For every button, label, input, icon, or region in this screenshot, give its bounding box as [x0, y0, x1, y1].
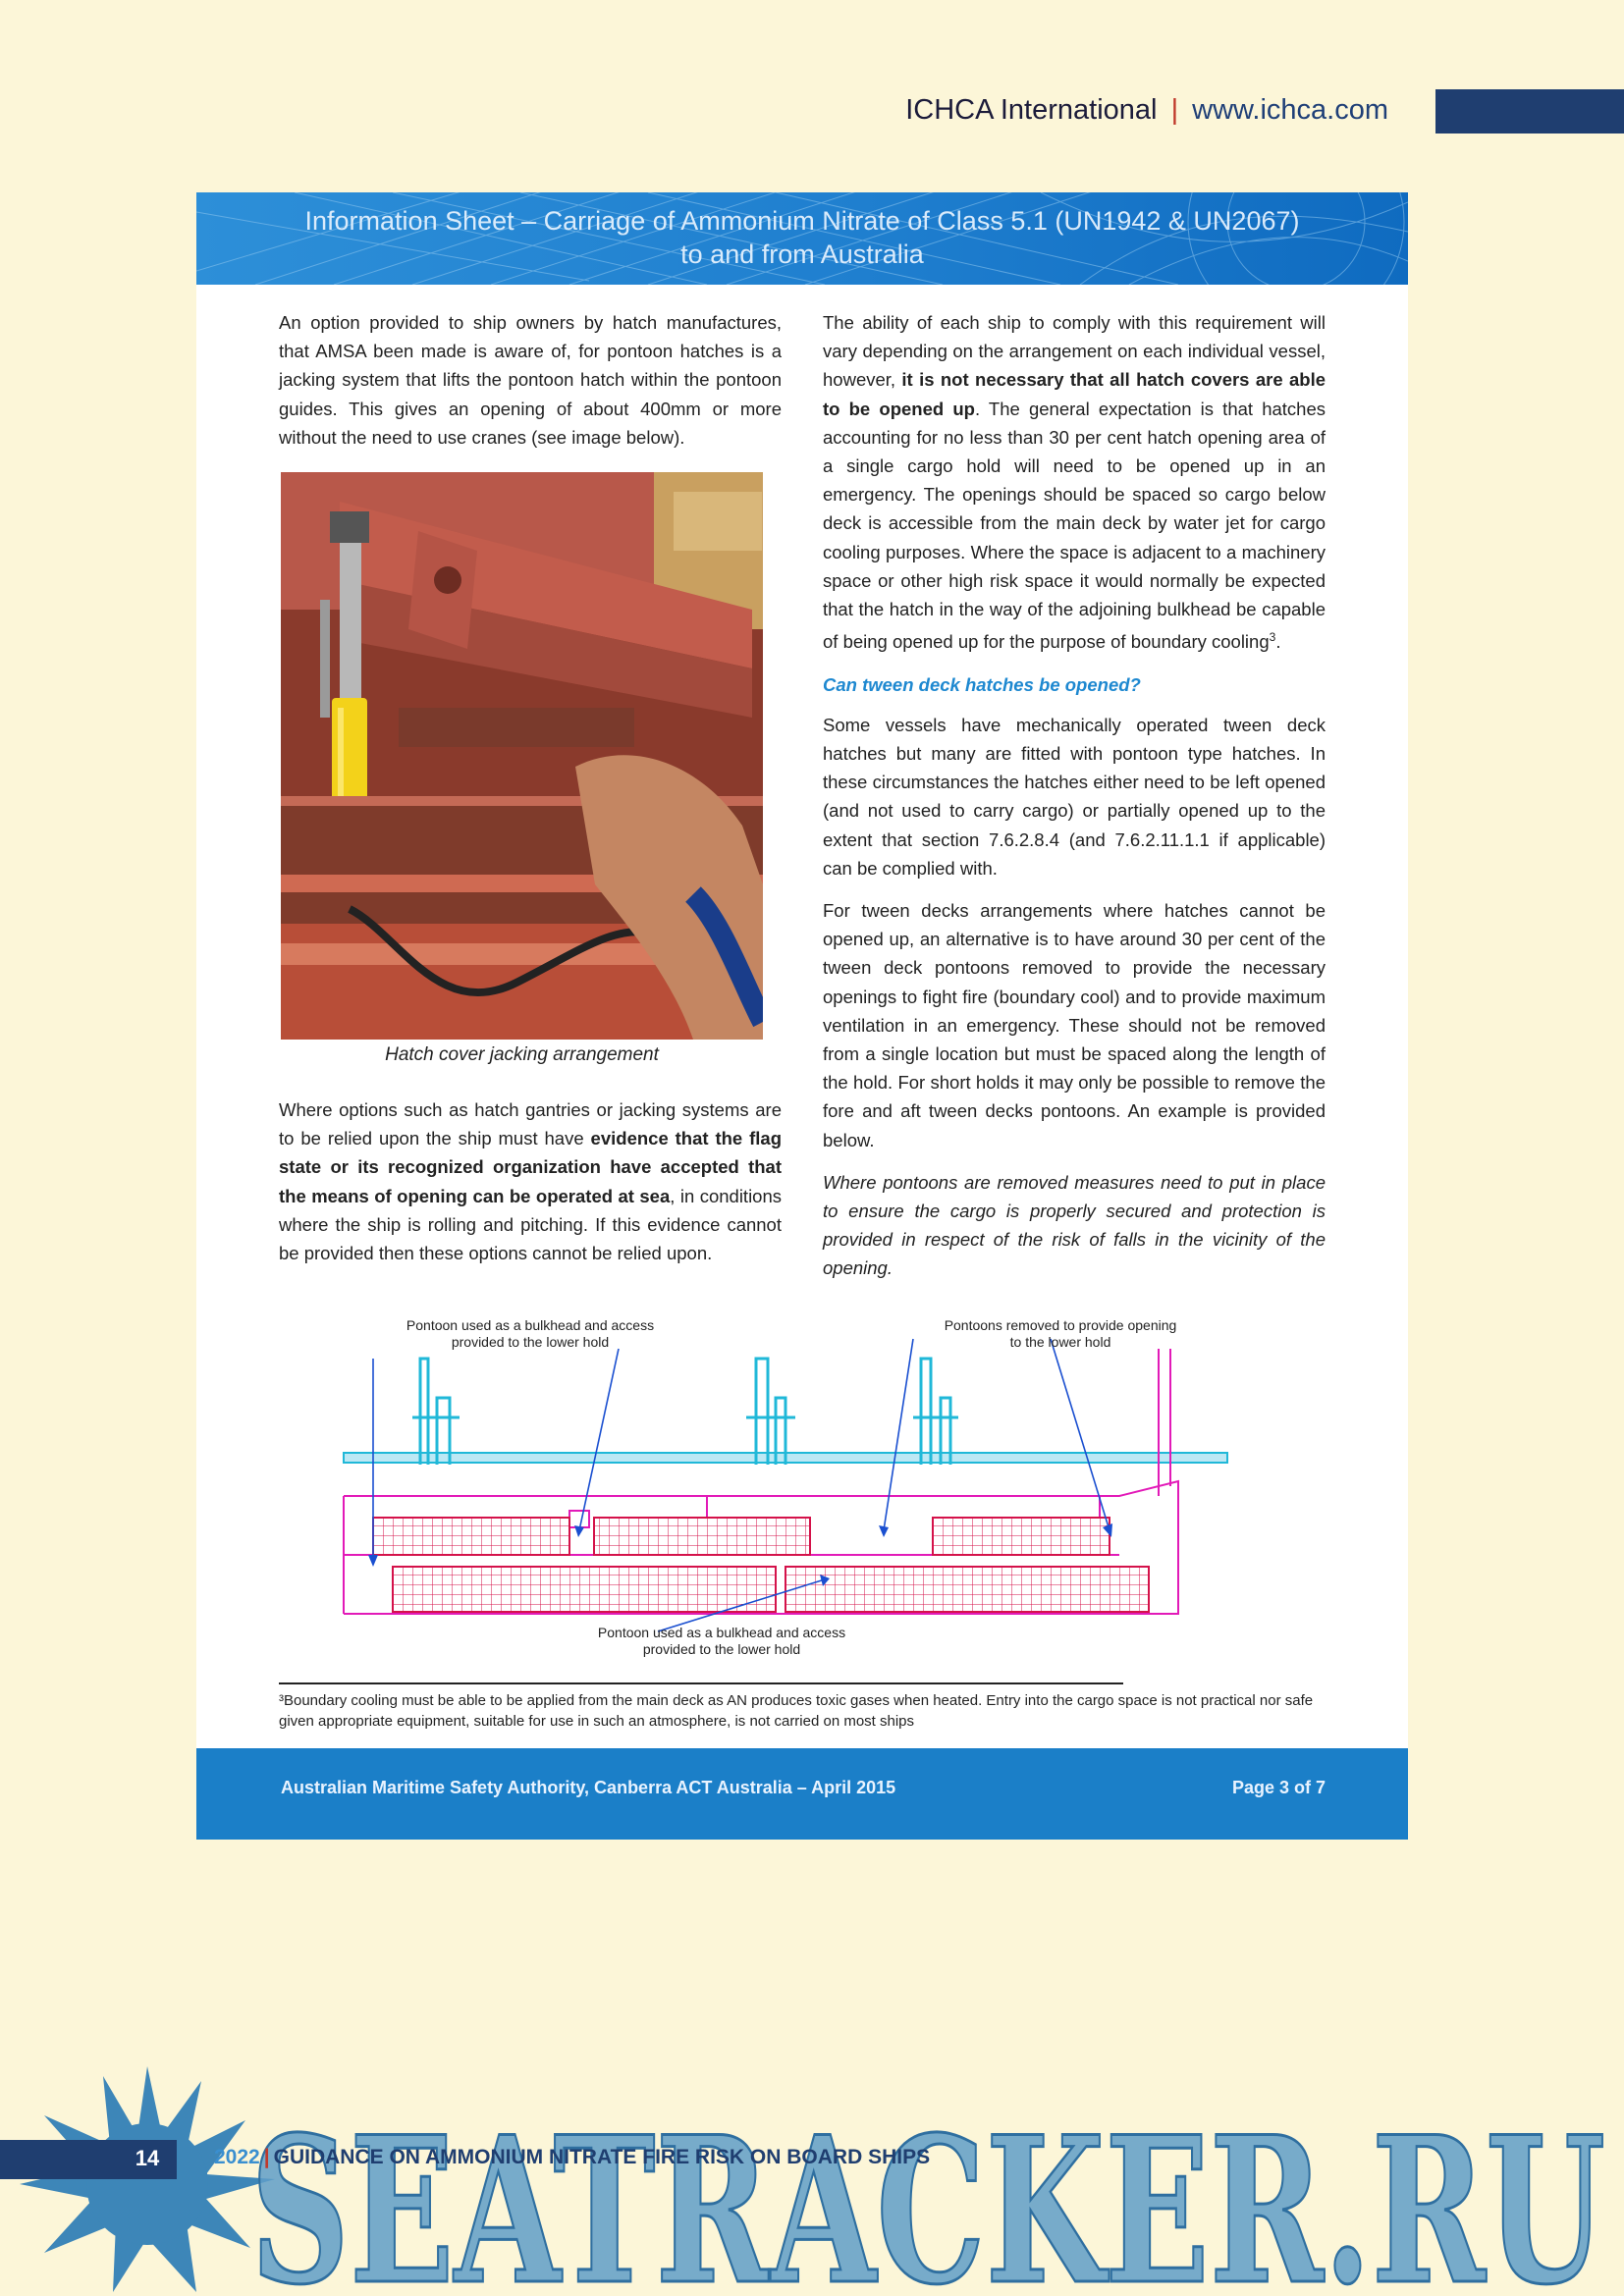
- sheet-title: [196, 204, 1408, 271]
- footer-year: 2022: [214, 2146, 260, 2168]
- header-org: ICHCA International: [905, 94, 1158, 126]
- diagram-label-left: Pontoon used as a bulkhead and access provided to the lower hold: [406, 1317, 655, 1350]
- right-paragraph-2: Some vessels have mechanically operated tween deck hatches but many are fitted with pontoon type hatches. In these circumstances the hatches either need to be left opened (and not used to carry cargo) or partially opened up to the extent that section 7.6.2.8.4 (and 7.6.2.11.1.1 if applicable) can be complied with.: [823, 714, 1326, 879]
- left-paragraph-2: [279, 1095, 782, 1267]
- information-sheet: [196, 192, 1408, 1840]
- left-para2-text-b: , in conditions where the ship is rolling and pitching. If this evidence cannot be provided then these options cannot be relied upon.: [279, 1185, 783, 1264]
- footer-title: [214, 2146, 930, 2169]
- footer-document-title: GUIDANCE ON AMMONIUM NITRATE FIRE RISK ON BOARD SHIPS: [273, 2146, 931, 2168]
- right-para1-emphasis: it is not necessary that all hatch covers are able to be opened up: [823, 369, 1326, 419]
- header-website-link[interactable]: www.ichca.com: [1192, 94, 1388, 126]
- sun-logo-icon: [20, 2066, 275, 2292]
- sheet-banner: [196, 192, 1408, 285]
- right-paragraph-4: Where pontoons are removed measures need to put in place to ensure the cargo is properly secured and protection is provided in respect of the risk of falls in the vicinity of the opening.: [823, 1171, 1326, 1279]
- left-para2-emphasis: evidence that the flag state or its recognized organization have accepted that the means of opening can be operated at sea: [279, 1128, 783, 1206]
- right-para1-text-b: . The general expectation is that hatches accounting for no less than 30 per cent hatch opening area of a single cargo hold will need to be opened up in an emergency. The openings should be spaced so cargo below deck is accessible from the main deck by water jet for cargo cooling purposes. Where the space is adjacent to a machinery space or other high risk space it would normally be expected that the hatch in the way of the adjoining bulkhead be capable of being opened up for the purpose of boundary cooling: [823, 398, 1326, 653]
- right-para1-end: .: [1275, 631, 1281, 653]
- subheading-tween-deck: Can tween deck hatches be opened?: [823, 673, 1141, 695]
- watermark-text: SEATRACKER.RU: [250, 2094, 1605, 2296]
- footnote: ³Boundary cooling must be able to be applied from the main deck as AN produces toxic gases when heated. Entry into the cargo space is not practical nor safe given appropriate equipment, suitable for use in such an atmosphere, is not carried on most ships: [279, 1692, 1314, 1730]
- footnote-divider: [279, 1682, 1123, 1684]
- left-paragraph-1: An option provided to ship owners by hatch manufactures, that AMSA been made is aware of, for pontoon hatches is a jacking system that lifts the pontoon hatch within the pontoon guides. This gives an opening of about 400mm or more without the need to use cranes (see image below).: [279, 312, 782, 448]
- diagram-label-right: Pontoons removed to provide opening to the lower hold: [944, 1317, 1177, 1350]
- right-paragraph-3: For tween decks arrangements where hatches cannot be opened up, an alternative is to have around 30 per cent of the tween deck pontoons removed to provide the necessary openings to fight fire (boundary cool) and to provide maximum ventilation in an emergency. These should not be removed from a single location but must be spaced along the length of the hold. For short holds it may only be possible to remove the fore and aft tween decks pontoons. An example is provided below.: [823, 900, 1326, 1150]
- sheet-page-number: Page 3 of 7: [1231, 1778, 1326, 1797]
- sheet-footer-text: Australian Maritime Safety Authority, Canberra ACT Australia – April 2015: [281, 1778, 896, 1797]
- header-separator: |: [1170, 94, 1179, 126]
- left-column-lower: [279, 1095, 782, 1281]
- footer-separator: |: [263, 2146, 270, 2168]
- diagram-label-bottom: Pontoon used as a bulkhead and access provided to the lower hold: [597, 1625, 846, 1657]
- right-para1-text-a: The ability of each ship to comply with this requirement will vary depending on the arrangement on each individual vessel, however,: [823, 312, 1326, 391]
- sheet-title-line-2: to and from Australia: [680, 240, 924, 269]
- page-number: 14: [135, 2146, 160, 2170]
- left-para2-text-a: Where options such as hatch gantries or jacking systems are to be relied upon the ship must have: [279, 1099, 782, 1149]
- page-header: [905, 94, 1388, 127]
- footnote-reference: 3: [1269, 630, 1276, 645]
- hold-pontoon-diagram: [334, 1319, 1276, 1658]
- hatch-jacking-photo: [281, 472, 763, 1040]
- right-paragraph-1: [823, 308, 1326, 657]
- header-accent-bar: [1435, 89, 1624, 133]
- sheet-title-line-1: Information Sheet – Carriage of Ammonium Nitrate of Class 5.1 (UN1942 & UN2067): [304, 206, 1300, 236]
- right-column: [823, 308, 1326, 1297]
- sheet-footer: [196, 1748, 1408, 1840]
- left-column: [279, 308, 782, 465]
- photo-caption: Hatch cover jacking arrangement: [385, 1044, 659, 1065]
